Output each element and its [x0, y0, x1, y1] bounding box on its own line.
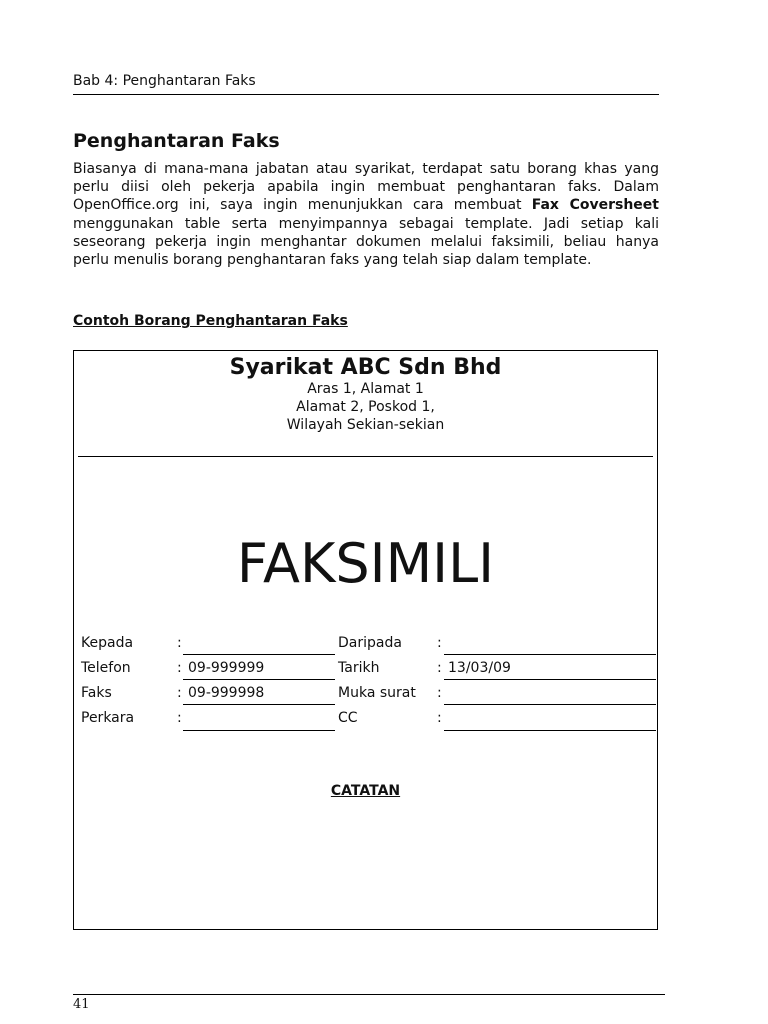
section-title: Penghantaran Faks [73, 130, 280, 152]
field-underline [183, 679, 335, 680]
field-colon: : [437, 635, 442, 651]
field-value-tarikh[interactable]: 13/03/09 [448, 660, 511, 676]
running-header: Bab 4: Penghantaran Faks [73, 73, 659, 95]
intro-paragraph [73, 160, 659, 269]
field-underline [183, 704, 335, 705]
field-underline [183, 730, 335, 731]
field-label-faks: Faks [81, 685, 112, 701]
header-divider [78, 456, 653, 457]
field-colon: : [177, 635, 182, 651]
fax-title: FAKSIMILI [236, 532, 495, 595]
company-name: Syarikat ABC Sdn Bhd [229, 355, 502, 380]
notes-heading: CATATAN [330, 783, 401, 799]
field-colon: : [437, 710, 442, 726]
field-underline [444, 730, 656, 731]
field-colon: : [177, 710, 182, 726]
field-label-perkara: Perkara [81, 710, 135, 726]
field-label-muka-surat: Muka surat [338, 685, 416, 701]
field-value-telefon[interactable]: 09-999999 [188, 660, 265, 676]
intro-text-bold: Fax Coversheet [531, 197, 659, 214]
footer-divider [73, 994, 665, 995]
intro-text-end: menggunakan table serta menyimpannya sebagai template. Jadi setiap kali seseorang pekerja ingin menghantar dokumen melalui faksimili, beliau hanya perlu menulis borang penghantaran faks yang telah siap dalam template. [73, 215, 659, 269]
address-line-2: Alamat 2, Poskod 1, [296, 399, 435, 415]
field-underline [444, 704, 656, 705]
field-label-daripada: Daripada [338, 635, 402, 651]
field-underline [444, 679, 656, 680]
field-colon: : [177, 685, 182, 701]
intro-text-start: Biasanya di mana-mana jabatan atau syarikat, terdapat satu borang khas yang perlu diisi oleh pekerja apabila ingin membuat penghantaran faks. Dalam OpenOffice.org ini, saya ingin menunjukkan cara membuat [73, 161, 659, 214]
address-line-3: Wilayah Sekian-sekian [286, 417, 445, 433]
field-underline [444, 654, 656, 655]
address-line-1: Aras 1, Alamat 1 [307, 381, 424, 397]
page-number: 41 [73, 997, 90, 1012]
field-underline [183, 654, 335, 655]
field-label-cc: CC [338, 710, 358, 726]
field-colon: : [177, 660, 182, 676]
field-value-faks[interactable]: 09-999998 [188, 685, 265, 701]
field-label-telefon: Telefon [81, 660, 131, 676]
fax-cover-form [73, 350, 658, 930]
field-colon: : [437, 660, 442, 676]
example-caption: Contoh Borang Penghantaran Faks [73, 313, 348, 329]
field-colon: : [437, 685, 442, 701]
field-label-tarikh: Tarikh [338, 660, 380, 676]
field-label-kepada: Kepada [81, 635, 134, 651]
